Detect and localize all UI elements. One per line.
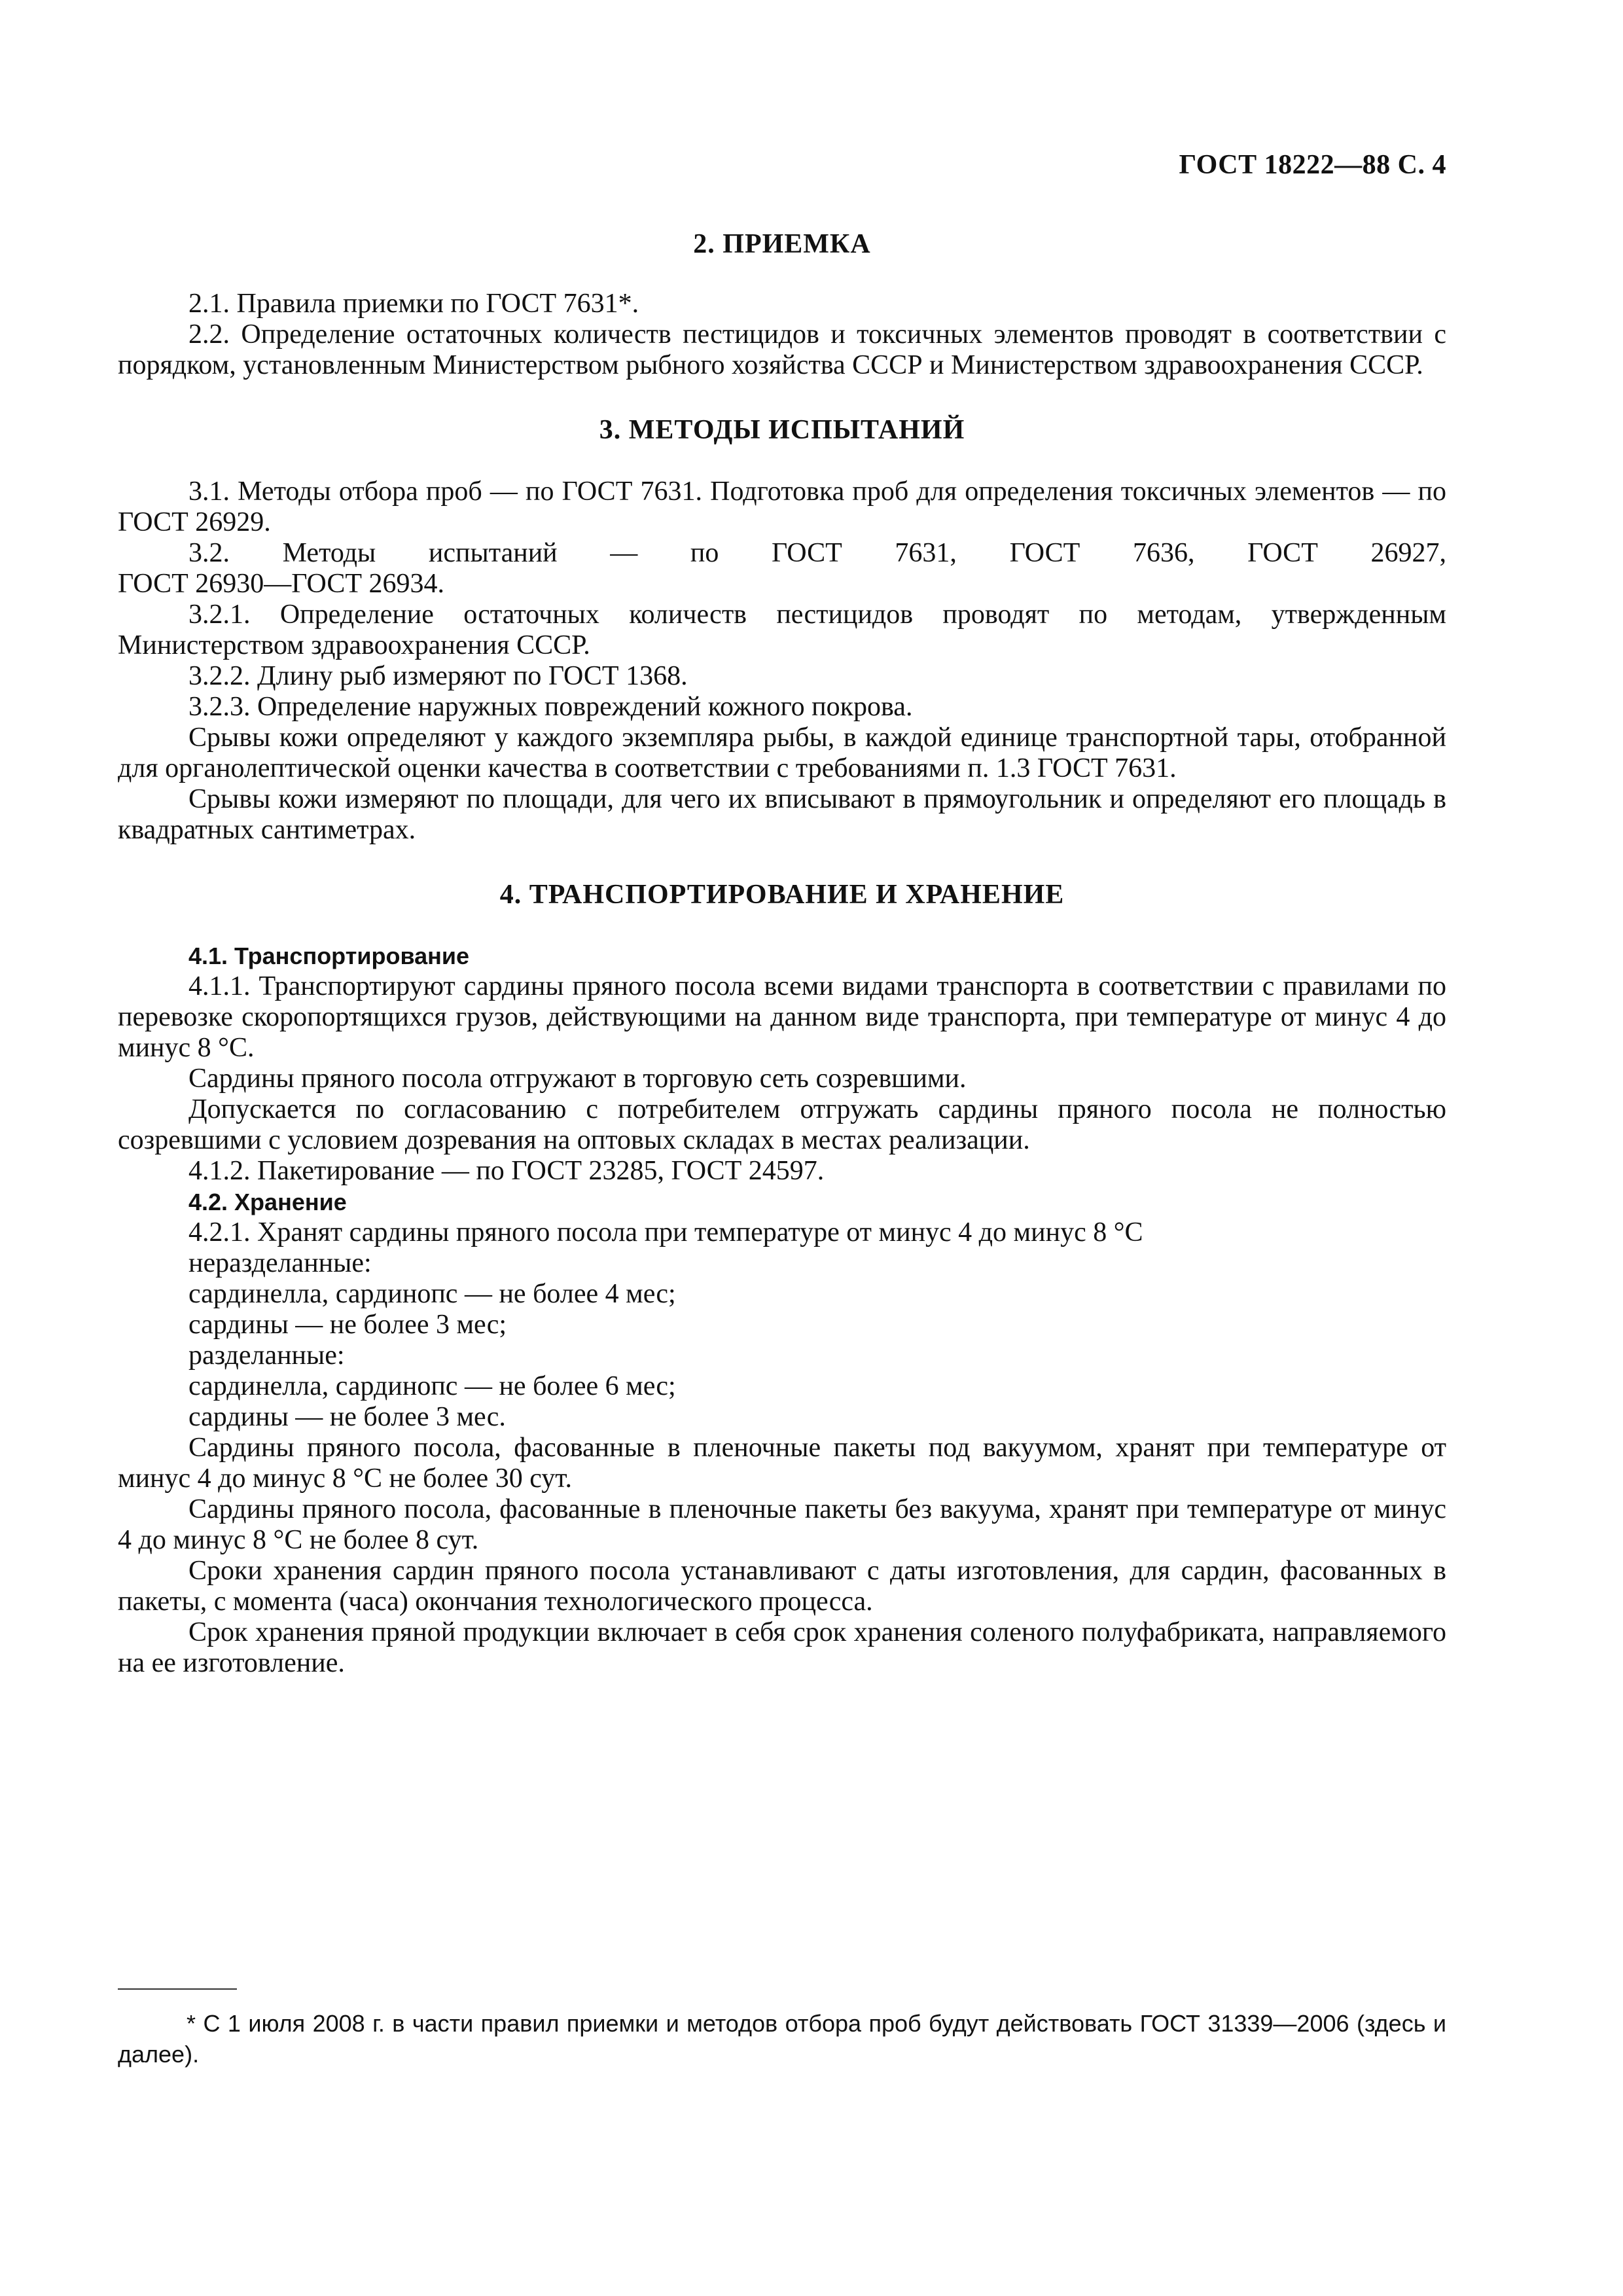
clause-3-2-1: 3.2.1. Определение остаточных количеств пестицидов проводят по методам, утвержденным Министерством здравоохранения СССР. [118,600,1446,660]
footnote-divider [118,1988,237,1990]
storage-includes-paragraph: Срок хранения пряной продукции включает в себя срок хранения соленого полуфабриката, направляемого на ее изготовление. [118,1617,1446,1678]
section-3-heading: 3. МЕТОДЫ ИСПЫТАНИЙ [599,415,965,445]
storage-list-item: сардинелла, сардинопс — не более 4 мес; [188,1279,676,1309]
storage-list-item: неразделанные: [188,1248,372,1278]
subsection-4-1-heading: 4.1. Транспортирование [188,942,470,969]
clause-4-2-1: 4.2.1. Хранят сардины пряного посола при температуре от минус 4 до минус 8 °С [188,1217,1143,1247]
footnote: * С 1 июля 2008 г. в части правил приемки и методов отбора проб будут действовать ГОСТ 31339—2006 (здесь и далее). [118,2010,1446,2068]
storage-list-item: сардины — не более 3 мес. [188,1402,506,1432]
clause-3-1: 3.1. Методы отбора проб — по ГОСТ 7631. Подготовка проб для определения токсичных элементов — по ГОСТ 26929. [118,476,1446,537]
skin-tears-paragraph-1: Срывы кожи определяют у каждого экземпляра рыбы, в каждой единице транспортной тары, отобранной для органолептической оценки качества в соответствии с требованиями п. 1.3 ГОСТ 7631. [118,723,1446,783]
clause-2-2: 2.2. Определение остаточных количеств пестицидов и токсичных элементов проводят в соответствии с порядком, установленным Министерством рыбного хозяйства СССР и Министерством здравоохранения СССР. [118,319,1446,380]
storage-list-item: сардины — не более 3 мес; [188,1310,507,1340]
clause-3-2-line2: ГОСТ 26930—ГОСТ 26934. [118,569,444,599]
clause-2-1: 2.1. Правила приемки по ГОСТ 7631*. [188,289,639,319]
storage-terms-paragraph: Сроки хранения сардин пряного посола устанавливают с даты изготовления, для сардин, фасованных в пакеты, с момента (часа) окончания технологического процесса. [118,1556,1446,1617]
page-header: ГОСТ 18222—88 С. 4 [1179,150,1446,180]
vacuum-storage-paragraph: Сардины пряного посола, фасованные в пленочные пакеты под вакуумом, хранят при температуре от минус 4 до минус 8 °С не более 30 сут. [118,1433,1446,1494]
section-2-heading: 2. ПРИЕМКА [693,229,871,259]
skin-tears-paragraph-2: Срывы кожи измеряют по площади, для чего их вписывают в прямоугольник и определяют его площадь в квадратных сантиметрах. [118,784,1446,845]
clause-3-2-3: 3.2.3. Определение наружных повреждений кожного покрова. [188,692,913,722]
shipping-paragraph: Сардины пряного посола отгружают в торговую сеть созревшими. [188,1064,967,1094]
subsection-4-2-heading: 4.2. Хранение [188,1189,347,1215]
document-body [118,229,1446,1679]
clause-3-2-line1: 3.2. Методы испытаний — по ГОСТ 7631, ГОСТ 7636, ГОСТ 26927, [188,538,1446,568]
storage-list-item: сардинелла, сардинопс — не более 6 мес; [188,1371,676,1401]
document-page [118,0,1446,2296]
storage-list-item: разделанные: [188,1340,345,1371]
partial-ripening-paragraph: Допускается по согласованию с потребителем отгружать сардины пряного посола не полностью созревшими с условием дозревания на оптовых складах в местах реализации. [118,1094,1446,1155]
clause-4-1-2: 4.1.2. Пакетирование — по ГОСТ 23285, ГОСТ 24597. [188,1156,825,1186]
non-vacuum-storage-paragraph: Сардины пряного посола, фасованные в пленочные пакеты без вакуума, хранят при температуре от минус 4 до минус 8 °С не более 8 сут. [118,1494,1446,1555]
section-4-heading: 4. ТРАНСПОРТИРОВАНИЕ И ХРАНЕНИЕ [499,880,1065,910]
clause-3-2-2: 3.2.2. Длину рыб измеряют по ГОСТ 1368. [188,661,688,691]
clause-4-1-1: 4.1.1. Транспортируют сардины пряного посола всеми видами транспорта в соответствии с правилами по перевозке скоропортящихся грузов, действующими на данном виде транспорта, при температуре от минус 4 до минус 8 °С. [118,971,1446,1063]
